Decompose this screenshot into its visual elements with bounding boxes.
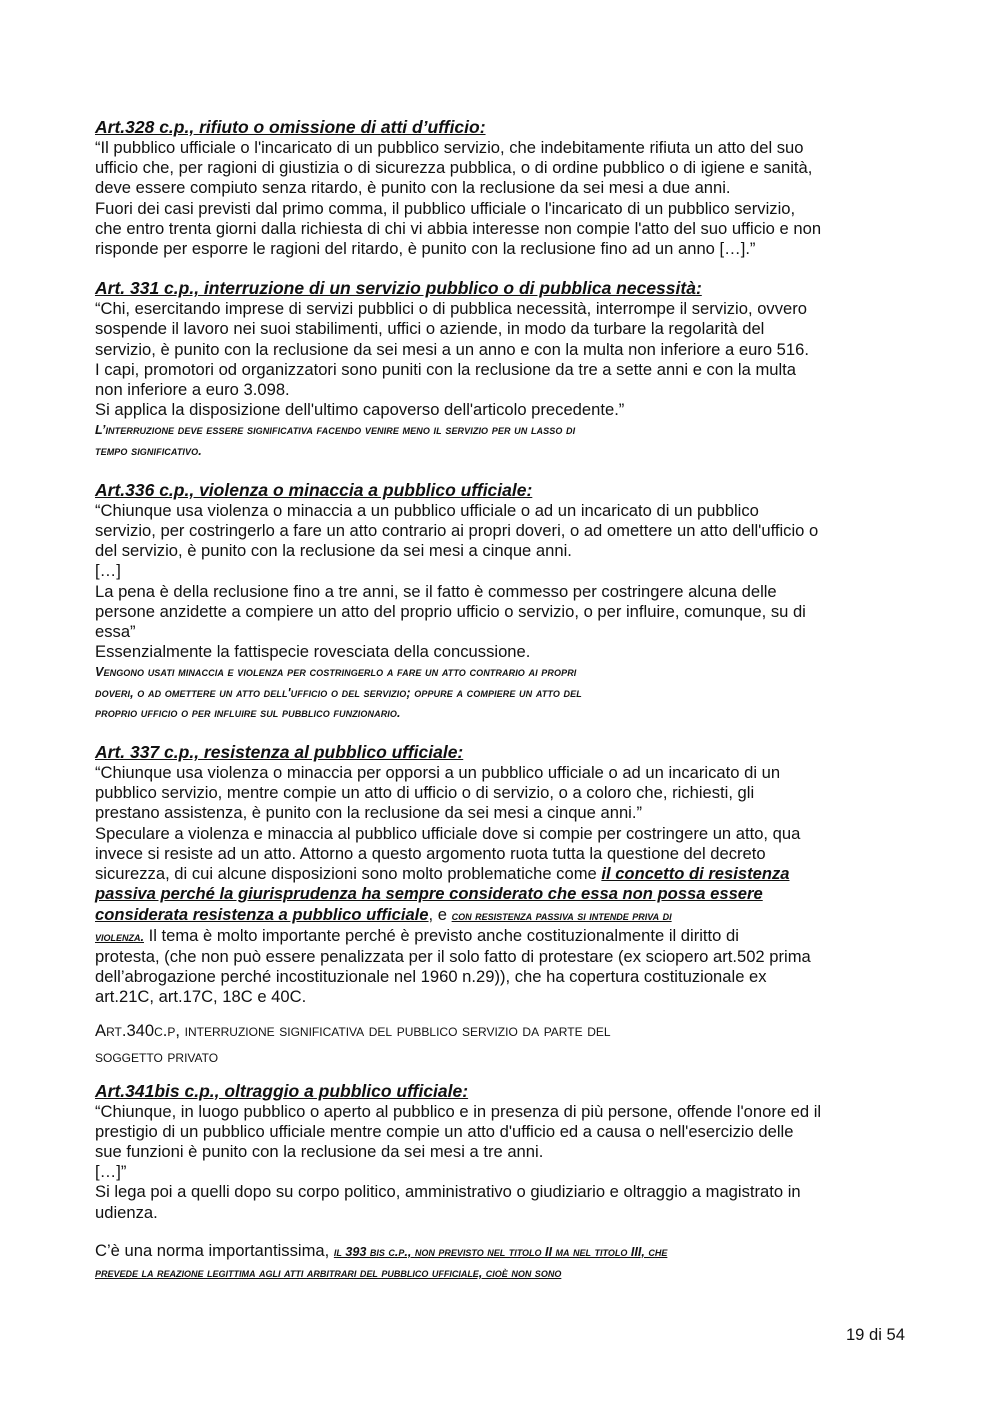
art337-line: invece si resiste ad un atto. Attorno a questo argomento ruota tutta la questione del decreto: [95, 843, 766, 863]
art337-mixed-line: [95, 884, 910, 904]
heading-art336: Art.336 c.p., violenza o minaccia a pubblico ufficiale:: [95, 479, 533, 500]
art337-line: pubblico servizio, mentre compie un atto di ufficio o di servizio, o a coloro che, richiesti, gli: [95, 783, 755, 803]
art336-note: Vengono usati minaccia e violenza per costringerlo a fare un atto contrario ai propri: [95, 665, 577, 680]
final-smallcaps: prevede la reazione legittima agli atti arbitrari del pubblico ufficiale, cioè non sono: [95, 1265, 562, 1280]
heading-art340-cont: soggetto privato: [95, 1046, 219, 1066]
art337-line: protesta, (che non può essere penalizzata per il solo fatto di protestare (ex sciopero art.502 prima: [95, 946, 811, 966]
art336-line: […]: [95, 561, 121, 581]
art336-line: del servizio, è punito con la reclusione da sei mesi a cinque anni.: [95, 541, 572, 561]
art337-mixed-line: [95, 905, 910, 926]
heading-art331: Art. 331 c.p., interruzione di un servizio pubblico o di pubblica necessità:: [95, 278, 702, 299]
art331-line: sospende il lavoro nei suoi stabilimenti, uffici o aziende, in modo da turbare la regolarità del: [95, 319, 765, 339]
heading-art341bis: Art.341bis c.p., oltraggio a pubblico ufficiale:: [95, 1080, 469, 1101]
art337-smallcaps: con resistenza passiva si intende priva di: [451, 908, 672, 923]
art336-note: doveri, o ad omettere un atto dell'ufficio o del servizio; oppure a compiere un atto del: [95, 685, 582, 700]
art331-line: non inferiore a euro 3.098.: [95, 380, 290, 400]
final-text: C’è una norma importantissima,: [95, 1240, 334, 1260]
art328-line: deve essere compiuto senza ritardo, è punito con la reclusione da sei mesi a due anni.: [95, 178, 731, 198]
art337-emphasis: il concetto di resistenza: [601, 864, 790, 884]
page-number: 19 di 54: [845, 1325, 905, 1344]
art337-emphasis: passiva perché la giurisprudenza ha sempre considerato che essa non possa essere: [95, 884, 763, 904]
art337-line: dell’abrogazione perché incostituzionale nel 1960 n.29)), che ha copertura costituzionale ex: [95, 967, 767, 987]
art336-line: La pena è della reclusione fino a tre anni, se il fatto è commesso per costringere alcuna delle: [95, 581, 777, 601]
art337-line: “Chiunque usa violenza o minaccia per opporsi a un pubblico ufficiale o ad un incaricato di un: [95, 763, 781, 783]
art337-text: sicurezza, di cui alcune disposizioni sono molto problematiche come: [95, 864, 602, 884]
art341-line: udienza.: [95, 1202, 158, 1222]
art331-line: I capi, promotori od organizzatori sono puniti con la reclusione da tre a sette anni e con la multa: [95, 359, 797, 379]
art337-line: prestano assistenza, è punito con la reclusione da sei mesi a cinque anni.”: [95, 803, 642, 823]
final-mixed-line: [95, 1241, 910, 1262]
art337-line: art.21C, art.17C, 18C e 40C.: [95, 987, 307, 1007]
art336-line: servizio, per costringerlo a fare un atto contrario ai propri doveri, o ad omettere un atto dell'ufficio o: [95, 521, 819, 541]
heading-art337: Art. 337 c.p., resistenza al pubblico ufficiale:: [95, 742, 464, 763]
art331-note: L’interruzione deve essere significativa facendo venire meno il servizio per un lasso di: [95, 423, 576, 438]
document-page: [95, 116, 910, 1283]
heading-art328: Art.328 c.p., rifiuto o omissione di atti d’ufficio:: [95, 117, 486, 137]
heading-art340: Art.340c.p, interruzione significativa del pubblico servizio da parte del: [95, 1020, 611, 1040]
art336-line: essa”: [95, 622, 136, 642]
art328-line: che entro trenta giorni dalla richiesta di chi vi abbia interesse non compie l'atto del suo ufficio e non: [95, 218, 822, 238]
art328-line: Fuori dei casi previsti dal primo comma, il pubblico ufficiale o l'incaricato di un pubblico servizio,: [95, 198, 796, 218]
art336-line: “Chiunque usa violenza o minaccia a un pubblico ufficiale o ad un incaricato di un pubblico: [95, 500, 759, 520]
art331-line: servizio, è punito con la reclusione da sei mesi a un anno e con la multa non inferiore a euro 516.: [95, 339, 809, 359]
art337-smallcaps: violenza.: [95, 929, 144, 944]
art341-line: sue funzioni è punito con la reclusione da sei mesi a tre anni.: [95, 1141, 544, 1161]
art328-line: risponde per esporre le ragioni del ritardo, è punito con la reclusione fino ad un anno […].”: [95, 239, 756, 259]
art337-line: Speculare a violenza e minaccia al pubblico ufficiale dove si compie per costringere un atto, qua: [95, 823, 801, 843]
art331-line: “Chi, esercitando imprese di servizi pubblici o di pubblica necessità, interrompe il servizio, ovvero: [95, 299, 807, 319]
art328-line: “Il pubblico ufficiale o l'incaricato di un pubblico servizio, che indebitamente rifiuta un atto del suo: [95, 138, 804, 157]
art341-line: prestigio di un pubblico ufficiale mentre compie un atto d'ufficio ed a causa o nell'esercizio delle: [95, 1121, 794, 1141]
art337-mixed-line: [95, 926, 910, 947]
art337-mixed-line: [95, 864, 910, 884]
art337-emphasis: considerata resistenza a pubblico ufficiale: [95, 904, 429, 924]
art336-note: proprio ufficio o per influire sul pubblico funzionario.: [95, 705, 401, 720]
art341-line: “Chiunque, in luogo pubblico o aperto al pubblico e in presenza di più persone, offende l'onore ed il: [95, 1101, 822, 1121]
art331-line: Si applica la disposizione dell'ultimo capoverso dell'articolo precedente.”: [95, 400, 625, 420]
art331-note: tempo significativo.: [95, 443, 202, 458]
art337-text: , e: [428, 904, 452, 924]
art336-line: persone anzidette a compiere un atto del proprio ufficio o servizio, o per influire, comunque, su di: [95, 601, 806, 621]
final-smallcaps: il 393 bis c.p., non previsto nel titolo II ma nel titolo III, che: [333, 1244, 668, 1259]
art341-line: […]”: [95, 1162, 127, 1182]
art341-line: Si lega poi a quelli dopo su corpo politico, amministrativo o giudiziario e oltraggio a magistrato in: [95, 1182, 801, 1202]
final-mixed-line: [95, 1262, 910, 1283]
art328-line: ufficio che, per ragioni di giustizia o di sicurezza pubblica, o di ordine pubblico o di igiene e sanità,: [95, 158, 813, 178]
art336-line: Essenzialmente la fattispecie rovesciata della concussione.: [95, 642, 531, 662]
art337-text: Il tema è molto importante perché è previsto anche costituzionalmente il diritto di: [144, 925, 739, 945]
